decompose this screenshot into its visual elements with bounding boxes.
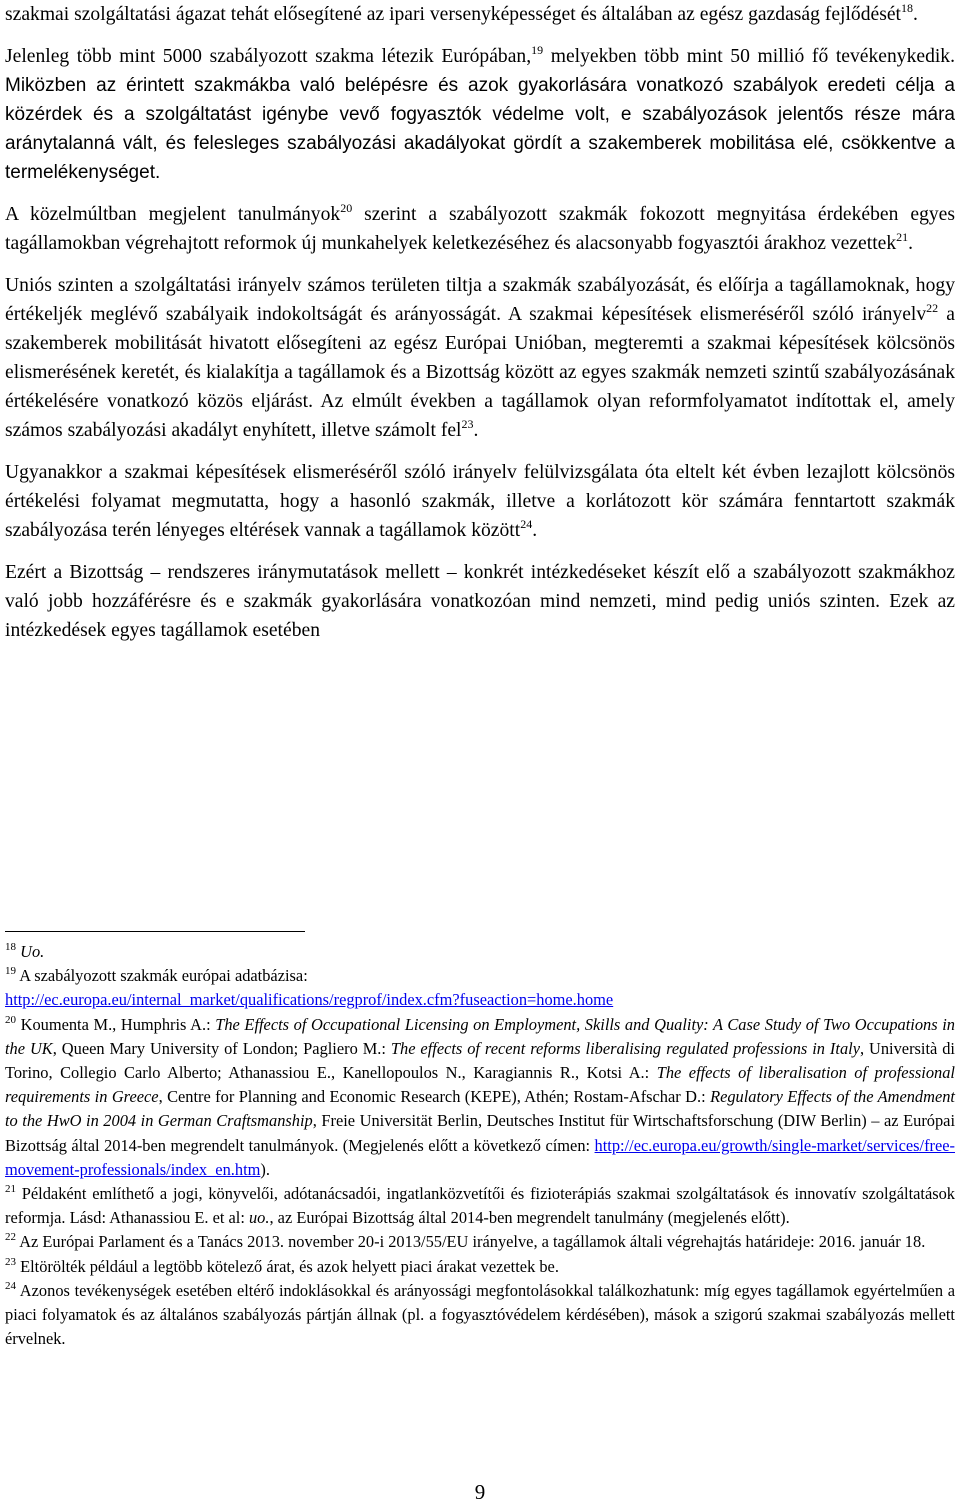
- paragraph: szakmai szolgáltatási ágazat tehát elősegítené az ipari versenyképességet és általában az egész gazdaság fejlődését$^{18}$.: [5, 1, 918, 25]
- studies-link[interactable]: http://ec.europa.eu/growth/single-market/services/free-movement-professionals/index_en.htm: [5, 1135, 955, 1179]
- paragraph: Ugyanakkor a szakmai képesítések elismeréséről szóló irányelv felülvizsgálata óta eltelt két évben lezajlott kölcsönös értékelési folyamat megmutatta, hogy a hasonló szakmák, illetve a korlátozott kör számára fenntartott szakmák szabályozása terén lényeges eltérések vannak a tagállamok között$^{24}$.: [5, 462, 955, 541]
- footnote-separator: [5, 931, 305, 932]
- footnote-18: $^{18}$ Uo.: [5, 941, 45, 961]
- footnote-20: $^{20}$ Koumenta M., Humphris A.: The Effects of Occupational Licensing on Employment, Skills and Quality: A Case Study of Two Occupations in the UK, Queen Mary University of London; Pagliero M.: The effects of recent reforms liberalising regulated professions in Italy, Università di Torino, Collegio Carlo Alberto; Athanassiou E., Kanellopoulos N., Karagiannis R., Kotsi A.: The effects of liberalisation of professional requirements in Greece, Centre for Planning and Economic Research (KEPE), Athén; Rostam-Afschar D.: Regulatory Effects of the Amendment to the HwO in 2004 in German Craftsmanship, Freie Universität Berlin, Deutsches Institut für Wirtschaftsforschung (DIW Berlin) – az Európai Bizottság által 2014-ben megrendelt tanulmányok. (Megjelenés előtt a következő címen: http://ec.europa.eu/growth/single-market/services/free-movement-professionals/index_en.htm).: [5, 1013, 956, 1179]
- paragraph: A közelmúltban megjelent tanulmányok$^{20}$ szerint a szabályozott szakmák fokozott megnyitása érdekében egyes tagállamokban végrehajtott reformok új munkahelyek keletkezéséhez és alacsonyabb fogyasztói árakhoz vezettek$^{21}$.: [5, 201, 956, 254]
- footnote-ref[interactable]: 20: [340, 201, 353, 215]
- database-link[interactable]: http://ec.europa.eu/internal_market/qualifications/regprof/index.cfm?fuseaction=home.home: [5, 990, 614, 1010]
- footnote-ref[interactable]: 21: [896, 230, 909, 244]
- footnotes: [5, 940, 955, 1351]
- footnote-19: $^{19}$ A szabályozott szakmák európai adatbázisa: http://ec.europa.eu/internal_market/qualifications/regprof/index.cfm?fuseaction=home.home: [5, 965, 614, 1010]
- footnote-24: $^{24}$ Azonos tevékenységek esetében eltérő indoklásokkal és arányossági megfontolásokkal találkozhatunk: míg egyes tagállamok egyértelműen a piaci folyamatok és az általános szabályozás pártján állnak (pl. a fogyasztóvédelem kérdésében), mások a szigorú szakmai szabályozás mellett érvelnek.: [5, 1279, 955, 1349]
- footnote-22: $^{22}$ Az Európai Parlament és a Tanács 2013. november 20-i 2013/55/EU irányelve, a tagállamok általi végrehajtás határideje: 2016. január 18.: [5, 1231, 926, 1252]
- document-body: [5, 0, 955, 645]
- footnote-23: $^{23}$ Eltörölték például a legtöbb kötelező árat, és azok helyett piaci árakat vezettek be.: [5, 1255, 559, 1276]
- paragraph: Uniós szinten a szolgáltatási irányelv számos területen tiltja a szakmák szabályozását, és előírja a tagállamoknak, hogy értékeljék meglévő szabályaik indokoltságát és arányosságát. A szakmai képesítések elismeréséről szóló irányelv$^{22}$ a szakemberek mobilitását hivatott elősegíteni az egész Európai Unióban, megteremti a szakmai képesítések kölcsönös elismerésének keretét, és kialakítja a tagállamok és a Bizottság között az egyes szakmák nemzeti szintű szabályozásának értékelésére vonatkozó közös eljárást. Az elmúlt években a tagállamok olyan reformfolyamatot indítottak el, amely számos szabályozási akadályt enyhített, illetve számolt fel$^{23}$.: [5, 275, 955, 441]
- footnote-ref[interactable]: 22: [926, 301, 939, 315]
- footnote-ref[interactable]: 19: [531, 43, 544, 57]
- paragraph: Ezért a Bizottság – rendszeres iránymutatások mellett – konkrét intézkedéseket készít elő a szabályozott szakmákhoz való jobb hozzáférésre és e szakmák gyakorlására vonatkozóan mind nemzeti, mind pedig uniós szinten. Ezek az intézkedések egyes tagállamok esetében: [5, 562, 955, 641]
- footnote-ref[interactable]: 23: [461, 417, 474, 431]
- footnote-ref[interactable]: 24: [520, 517, 533, 531]
- footnote-21: $^{21}$ Példaként említhető a jogi, könyvelői, adótanácsadói, ingatlanközvetítői és fizioterápiás szakmai szolgáltatások és innovatív szolgáltatások reformja. Lásd: Athanassiou E. et al: uo., az Európai Bizottság által 2014-ben megrendelt tanulmány (megjelenés előtt).: [5, 1183, 955, 1228]
- page-number: 9: [474, 1480, 486, 1504]
- footnote-ref[interactable]: 18: [900, 1, 913, 15]
- paragraph: Jelenleg több mint 5000 szabályozott szakma létezik Európában,$^{19}$ melyekben több mint 50 millió fő tevékenykedik. Miközben az érintett szakmákba való belépésre és azok gyakorlására vonatkozó szabályok eredeti célja a közérdek és a szolgáltatást igénybe vevő fogyasztók védelme volt, e szabályozások jelentős része mára aránytalanná vált, és felesleges szabályozási akadályokat gördít a szakemberek mobilitása elé, csökkentve a termelékenységet.: [5, 43, 955, 183]
